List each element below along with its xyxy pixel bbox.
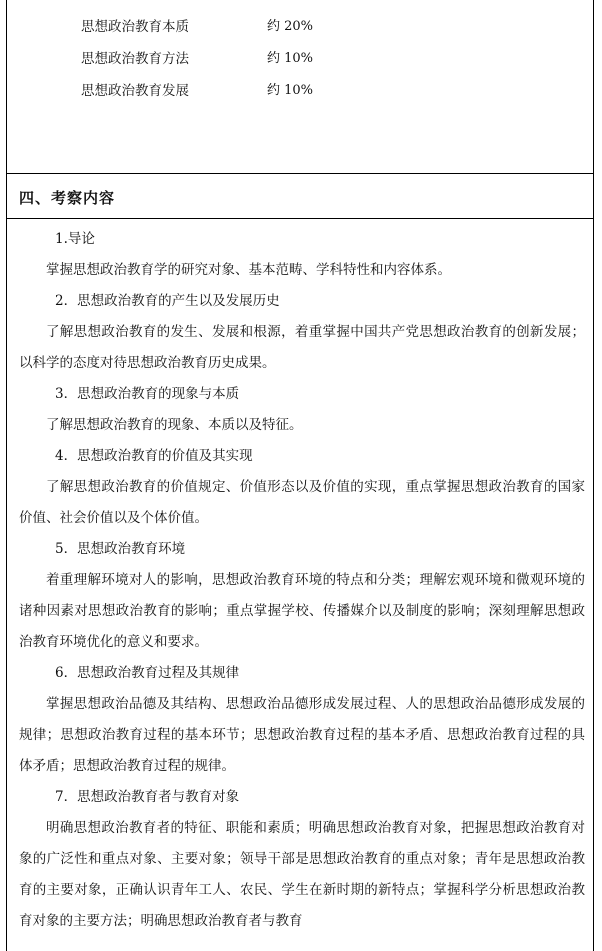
topic-heading: 3．思想政治教育的现象与本质: [55, 386, 240, 402]
topic-description: 着重理解环境对人的影响，思想政治教育环境的特点和分类；理解宏观环境和微观环境的诸种因素对思想政治教育的影响；重点掌握学校、传播媒介以及制度的影响；深刻理解思想政治教育环境优化的意义和要求。: [19, 572, 585, 650]
ratio-topic: 思想政治教育本质: [81, 19, 189, 35]
section-title: 四、考察内容: [19, 189, 116, 207]
exam-syllabus-table: [6, 0, 594, 951]
topic-description: 明确思想政治教育者的特征、职能和素质；明确思想政治教育对象，把握思想政治教育对象的广泛性和重点对象、主要对象；领导干部是思想政治教育的重点对象；青年是思想政治教育的主要对象，正确认识青年工人、农民、学生在新时期的新特点；掌握科学分析思想政治教育对象的主要方法；明确思想政治教育者与教育: [19, 820, 585, 929]
table-divider: [7, 173, 593, 174]
ratio-topic: 思想政治教育方法: [81, 51, 189, 67]
topic-heading: 1.导论: [55, 231, 95, 247]
ratio-value: 约 10%: [267, 83, 314, 98]
section-content: [19, 224, 585, 937]
topic-description: 了解思想政治教育的现象、本质以及特征。: [46, 417, 303, 433]
ratio-value: 约 10%: [267, 51, 314, 66]
topic-description: 了解思想政治教育的发生、发展和根源，着重掌握中国共产党思想政治教育的创新发展；以科学的态度对待思想政治教育历史成果。: [19, 324, 585, 371]
table-divider: [7, 218, 593, 219]
topic-description: 掌握思想政治教育学的研究对象、基本范畴、学科特性和内容体系。: [46, 262, 451, 278]
topic-heading: 5．思想政治教育环境: [55, 541, 186, 557]
topic-heading: 4．思想政治教育的价值及其实现: [55, 448, 253, 464]
ratio-value: 约 20%: [267, 19, 314, 34]
topic-heading: 7．思想政治教育者与教育对象: [55, 789, 240, 805]
ratio-topic: 思想政治教育发展: [81, 83, 189, 99]
topic-heading: 2．思想政治教育的产生以及发展历史: [55, 293, 280, 309]
topic-description: 掌握思想政治品德及其结构、思想政治品德形成发展过程、人的思想政治品德形成发展的规律；思想政治教育过程的基本环节；思想政治教育过程的基本矛盾、思想政治教育过程的具体矛盾；思想政治教育过程的规律。: [19, 696, 585, 774]
topic-heading: 6．思想政治教育过程及其规律: [55, 665, 240, 681]
topic-description: 了解思想政治教育的价值规定、价值形态以及价值的实现，重点掌握思想政治教育的国家价值、社会价值以及个体价值。: [19, 479, 585, 526]
